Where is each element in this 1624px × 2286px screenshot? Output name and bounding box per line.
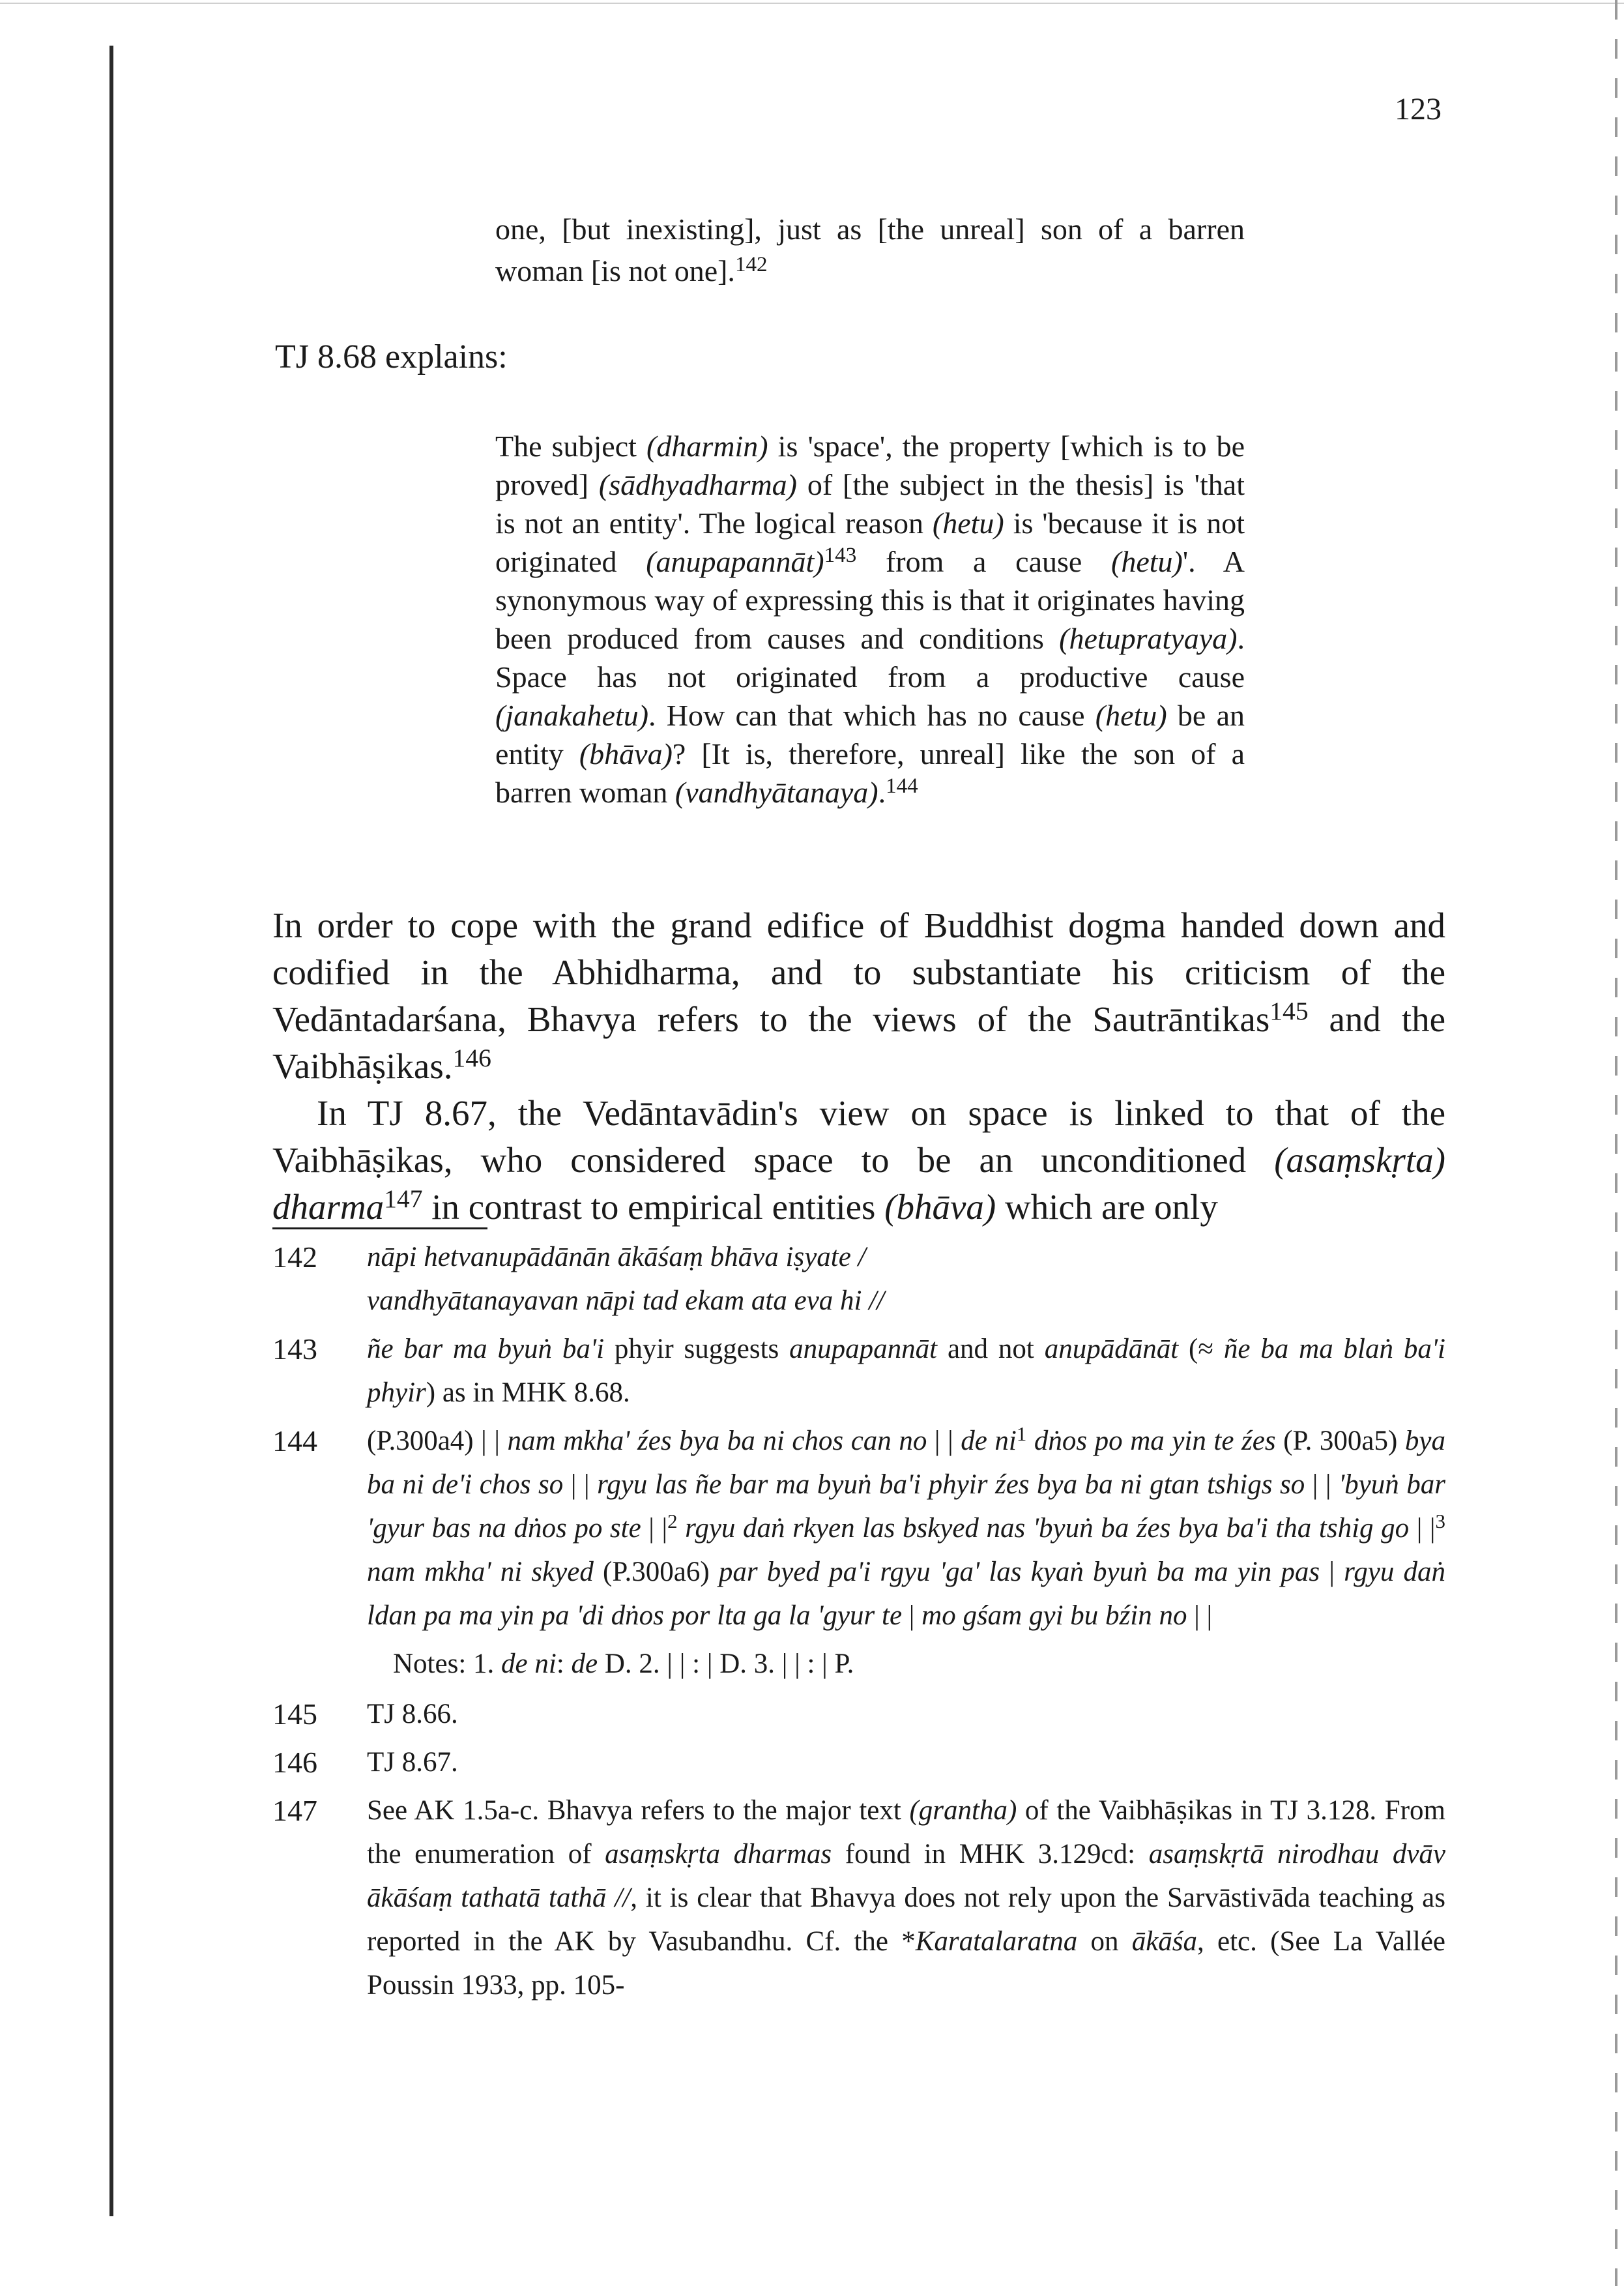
footnote-run: and not <box>937 1334 1045 1364</box>
variant-note-ref-3: 3 <box>1435 1510 1446 1533</box>
block-quote-2 <box>495 427 1245 812</box>
scan-border-top <box>0 3 1624 4</box>
quote2-term: (vandhyātanaya) <box>674 776 878 809</box>
footnote-run: phyir suggests <box>604 1334 790 1364</box>
footnote-142 <box>272 1235 1445 1323</box>
footnote-143 <box>272 1327 1445 1414</box>
quote1-text: one, [but inexisting], just as [the unreal] son of a barren woman [is not one]. <box>495 212 1245 287</box>
tibetan-text: par byed pa'i rgyu 'ga' las kyaṅ byuṅ ba ma yin pas <box>718 1557 1320 1587</box>
tibetan-text: rgyu daṅ rkyen las bskyed nas 'byuṅ ba źes bya ba'i tha tshig go <box>677 1513 1410 1544</box>
footnote-run: | | <box>563 1469 598 1500</box>
tibetan-text: rgyu daṅ ldan pa ma yin pa 'di dṅos por lta ga la 'gyur te <box>367 1557 1446 1631</box>
notes-run: Notes: 1. <box>393 1649 502 1679</box>
footnote-text <box>367 1789 1445 2007</box>
footnote-144-variant-notes <box>272 1642 1445 1686</box>
footnote-ref-144[interactable]: 144 <box>886 774 918 799</box>
footnote-run: (P.300a4) | | <box>367 1426 508 1456</box>
footnote-ref-142[interactable]: 142 <box>734 252 768 277</box>
variant-note-ref-2: 2 <box>667 1510 678 1533</box>
tibetan-text: de ni <box>961 1426 1017 1456</box>
footnote-run: | | <box>1305 1469 1339 1500</box>
scan-edge-right <box>1615 0 1617 2286</box>
tibetan-text: nam mkha' źes bya ba ni chos can no <box>507 1426 927 1456</box>
footnote-text: TJ 8.67. <box>367 1747 458 1778</box>
body-term: (bhāva) <box>884 1187 996 1227</box>
quote2-text: from a cause <box>856 545 1111 578</box>
notes-term: de ni <box>501 1649 557 1679</box>
footnote-term: ñe bar ma byuṅ ba'i <box>367 1334 605 1364</box>
footnote-term: ñe ba ma blaṅ ba'i phyir <box>367 1334 1446 1408</box>
quote2-text: be an entity <box>495 699 1245 770</box>
quote2-text: The subject <box>495 430 647 463</box>
body-text-run: in contrast to empirical entities <box>422 1187 885 1227</box>
quote2-text: is 'space', the property [which is to be proved] <box>495 430 1245 501</box>
quote2-term: (hetu) <box>1111 545 1183 578</box>
footnote-number: 144 <box>272 1424 317 1458</box>
tibetan-text: dṅos po ma yin te źes <box>1026 1426 1276 1456</box>
body-paragraph-2 <box>272 1090 1445 1231</box>
footnote-run: of the Vaibhāṣikas in TJ 3.128. From the enumeration of <box>367 1795 1445 1869</box>
footnote-number: 147 <box>272 1794 317 1827</box>
body-text <box>272 902 1445 1231</box>
quote2-text: '. A synonymous way of expressing this is that it originates having been produced from causes and conditions <box>495 545 1245 655</box>
verse-line: nāpi hetvanupādānān ākāśaṃ bhāva iṣyate / <box>367 1242 866 1272</box>
quote2-text: ? [It is, therefore, unreal] like the son of a barren woman <box>495 737 1245 809</box>
footnote-term: ākāśa <box>1131 1926 1198 1957</box>
footnote-run: (P. 300a5) <box>1275 1426 1405 1456</box>
lead-in-sentence: TJ 8.68 explains: <box>275 338 508 375</box>
quote2-term: (janakahetu) <box>495 699 649 732</box>
body-text-run: and the Vaibhāṣikas. <box>272 999 1445 1086</box>
footnote-146 <box>272 1740 1445 1784</box>
footnote-run: | <box>902 1600 922 1631</box>
variant-note-ref-1: 1 <box>1016 1422 1027 1446</box>
quote2-text: . <box>878 776 886 809</box>
scan-binding-edge <box>109 46 113 2216</box>
footnote-144 <box>272 1419 1445 1637</box>
tibetan-text: bya ba ni de'i chos so <box>367 1426 1445 1500</box>
body-paragraph-1 <box>272 902 1445 1090</box>
quote2-term: (anupapannāt) <box>646 545 824 578</box>
footnotes <box>272 1235 1445 2012</box>
quote2-text: . Space has not originated from a productive cause <box>495 622 1245 694</box>
tibetan-text: nam mkha' ni skyed <box>367 1557 594 1587</box>
notes-run: D. 2. | | : | D. 3. | | : | P. <box>598 1649 854 1679</box>
footnote-ref-146[interactable]: 146 <box>452 1044 491 1073</box>
footnote-term: anupādānāt <box>1044 1334 1179 1364</box>
verse-line: vandhyātanayavan nāpi tad ekam ata eva hi // <box>367 1285 885 1316</box>
tibetan-text: rgyu las ñe bar ma byuṅ ba'i phyir źes bya ba ni gtan tshigs so <box>597 1469 1305 1500</box>
footnote-run: found in MHK 3.129cd: <box>832 1839 1149 1869</box>
footnote-term: asaṃskṛtā nirodhau dvāv ākāśaṃ tathatā tathā // <box>367 1839 1445 1913</box>
body-text-run: which are only <box>996 1187 1218 1227</box>
block-quote-1 <box>495 209 1245 292</box>
body-text-run: In TJ 8.67, the Vedāntavādin's view on space is linked to that of the Vaibhāṣikas, who considered space to be an unconditioned <box>272 1093 1445 1180</box>
footnote-run: See AK 1.5a-c. Bhavya refers to the major text <box>367 1795 910 1826</box>
footnote-number: 143 <box>272 1332 317 1366</box>
footnote-text <box>367 1235 1445 1323</box>
notes-run: : <box>556 1649 572 1679</box>
footnote-run: | | <box>1409 1513 1436 1544</box>
footnote-run: | | <box>641 1513 668 1544</box>
tibetan-text: mo gśam gyi bu bźin no <box>921 1600 1187 1631</box>
footnote-run: ) as in MHK 8.68. <box>426 1377 630 1408</box>
footnote-term: (grantha) <box>909 1795 1017 1826</box>
page-number: 123 <box>1395 92 1442 126</box>
footnote-term: anupapannāt <box>789 1334 938 1364</box>
quote2-text: . How can that which has no cause <box>648 699 1095 732</box>
quote2-text: is 'because it is not originated <box>495 506 1245 578</box>
footnote-run: , etc. (See La Vallée Poussin 1933, pp. 105- <box>367 1926 1445 2000</box>
quote2-term: (dharmin) <box>646 430 768 463</box>
footnote-text <box>367 1419 1445 1637</box>
footnote-number: 146 <box>272 1746 317 1779</box>
quote2-term: (sādhyadharma) <box>598 468 797 501</box>
footnote-text <box>367 1327 1445 1414</box>
footnote-run: , it is clear that Bhavya does not rely upon the Sarvāstivāda teaching as reported in the AK by Vasubandhu. Cf. the * <box>367 1883 1445 1957</box>
footnote-run: (P.300a6) <box>593 1557 719 1587</box>
footnote-number: 142 <box>272 1240 317 1274</box>
quote2-term: (bhāva) <box>579 737 673 770</box>
footnote-ref-147[interactable]: 147 <box>384 1184 423 1214</box>
footnote-term: asaṃskṛta dharmas <box>605 1839 832 1869</box>
footnote-145 <box>272 1692 1445 1736</box>
footnote-147 <box>272 1789 1445 2007</box>
footnote-text: TJ 8.66. <box>367 1699 458 1729</box>
footnote-run: | | <box>1187 1600 1213 1631</box>
quote2-term: (hetu) <box>932 506 1004 540</box>
footnote-run: on <box>1077 1926 1132 1957</box>
quote2-text: of [the subject in the thesis] is 'that is not an entity'. The logical reason <box>495 468 1245 540</box>
footnote-ref-145[interactable]: 145 <box>1269 997 1309 1026</box>
quote2-term: (hetupratyaya) <box>1059 622 1238 655</box>
notes-term: de <box>571 1649 598 1679</box>
tibetan-text: 'byuṅ bar 'gyur bas na dṅos po ste <box>367 1469 1446 1544</box>
footnote-run: | <box>1320 1557 1344 1587</box>
footnote-run: (≈ <box>1178 1334 1224 1364</box>
body-text-run: In order to cope with the grand edifice of Buddhist dogma handed down and codified in the Abhidharma, and to substantiate his criticism of the Vedāntadarśana, Bhavya refers to the views of the Sautrāntikas <box>272 905 1445 1039</box>
body-term: (asaṃskṛta) dharma <box>272 1140 1445 1227</box>
footnote-term: Karatalaratna <box>915 1926 1078 1957</box>
footnote-separator <box>272 1227 487 1229</box>
footnote-ref-143[interactable]: 143 <box>824 543 857 568</box>
quote2-term: (hetu) <box>1095 699 1167 732</box>
footnote-number: 145 <box>272 1697 317 1731</box>
footnote-run: | | <box>927 1426 961 1456</box>
